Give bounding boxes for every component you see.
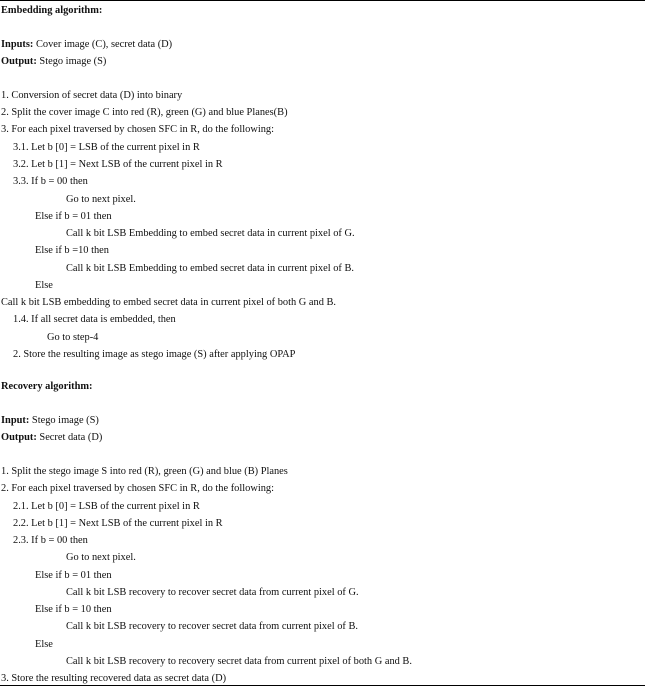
- embed-step: Else: [35, 280, 53, 291]
- embedding-output: [1, 55, 106, 68]
- embed-step: Else if b =10 then: [35, 245, 109, 256]
- recovery-step: Else: [35, 639, 53, 650]
- embed-step: 2. Split the cover image C into red (R), green (G) and blue Planes(B): [1, 107, 288, 118]
- embedding-title: Embedding algorithm:: [1, 5, 103, 16]
- recovery-step: Else if b = 01 then: [35, 570, 112, 581]
- recovery-input: [1, 414, 99, 427]
- embed-step: Go to step-4: [47, 332, 99, 343]
- output-label: Output:: [1, 432, 37, 443]
- recovery-step: Call k bit LSB recovery to recover secret data from current pixel of B.: [66, 621, 358, 632]
- embed-step: 2. Store the resulting image as stego image (S) after applying OPAP: [13, 349, 296, 360]
- embed-step: 3.3. If b = 00 then: [13, 176, 88, 187]
- recovery-step: 2.1. Let b [0] = LSB of the current pixel in R: [13, 501, 200, 512]
- embed-step: Call k bit LSB Embedding to embed secret data in current pixel of G.: [66, 228, 355, 239]
- input-label: Input:: [1, 415, 30, 426]
- output-value: Secret data (D): [36, 432, 103, 443]
- embed-step: Go to next pixel.: [66, 194, 136, 205]
- embed-step: 1.4. If all secret data is embedded, then: [13, 314, 176, 325]
- embed-step: Call k bit LSB Embedding to embed secret data in current pixel of B.: [66, 263, 354, 274]
- recovery-step: Else if b = 10 then: [35, 604, 112, 615]
- recovery-title: Recovery algorithm:: [1, 381, 93, 392]
- embed-step: Else if b = 01 then: [35, 211, 112, 222]
- recovery-step: 1. Split the stego image S into red (R), green (G) and blue (B) Planes: [1, 466, 288, 477]
- recovery-step: Call k bit LSB recovery to recover secret data from current pixel of G.: [66, 587, 359, 598]
- embed-step: Call k bit LSB embedding to embed secret data in current pixel of both G and B.: [1, 297, 337, 308]
- recovery-step: Go to next pixel.: [66, 552, 136, 563]
- output-label: Output:: [1, 56, 37, 67]
- embed-step: 3. For each pixel traversed by chosen SFC in R, do the following:: [1, 124, 275, 135]
- recovery-step: 2.3. If b = 00 then: [13, 535, 88, 546]
- inputs-label: Inputs:: [1, 39, 34, 50]
- recovery-output: [1, 431, 102, 444]
- embed-step: 3.1. Let b [0] = LSB of the current pixel in R: [13, 142, 200, 153]
- recovery-step: 2.2. Let b [1] = Next LSB of the current pixel in R: [13, 518, 223, 529]
- input-value: Stego image (S): [29, 415, 99, 426]
- output-value: Stego image (S): [36, 56, 107, 67]
- recovery-step: Call k bit LSB recovery to recovery secret data from current pixel of both G and B.: [66, 656, 412, 667]
- embed-step: 1. Conversion of secret data (D) into binary: [1, 90, 183, 101]
- embedding-inputs: [1, 38, 172, 51]
- embed-step: 3.2. Let b [1] = Next LSB of the current pixel in R: [13, 159, 223, 170]
- recovery-step: 3. Store the resulting recovered data as secret data (D): [1, 673, 227, 684]
- recovery-step: 2. For each pixel traversed by chosen SFC in R, do the following:: [1, 483, 275, 494]
- inputs-value: Cover image (C), secret data (D): [33, 39, 173, 50]
